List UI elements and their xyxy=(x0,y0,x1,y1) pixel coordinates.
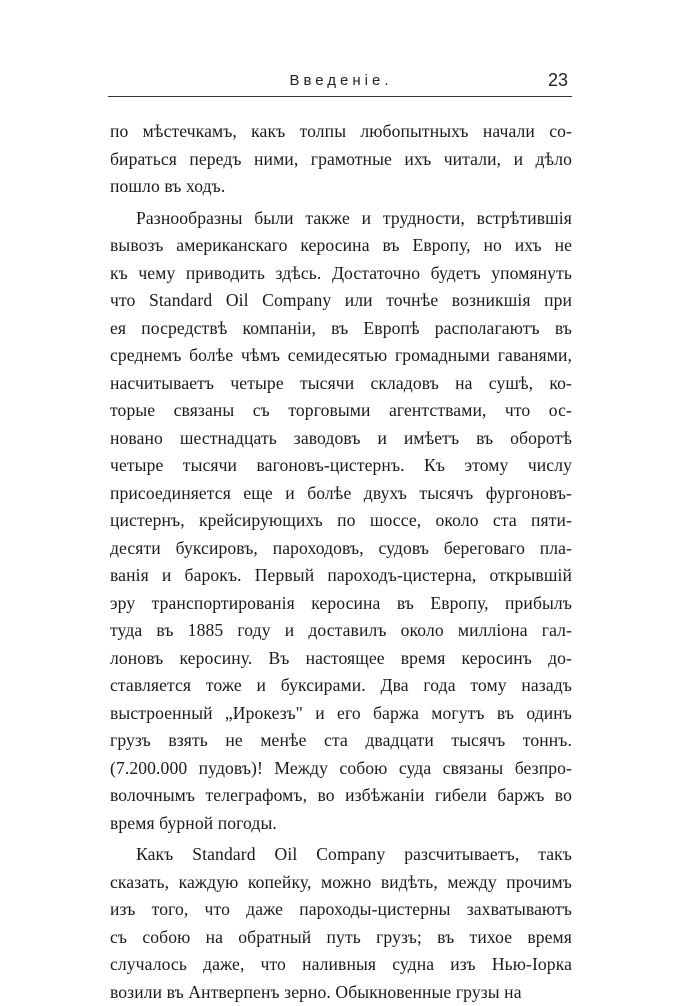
header-rule xyxy=(108,96,572,97)
body-text xyxy=(110,118,572,1006)
text-line: выстроенный „Ирокезъ" и его баржа могутъ въ одинъ xyxy=(110,700,572,728)
text-line: къ чему приводить здѣсь. Достаточно будетъ упомянуть xyxy=(110,260,572,288)
text-line: вывозъ американскаго керосина въ Европу, но ихъ не xyxy=(110,232,572,260)
text-line: возили въ Антверпенъ зерно. Обыкновенные грузы на xyxy=(110,979,572,1006)
text-line: присоединяется еще и болѣе двухъ тысячъ фургоновъ- xyxy=(110,480,572,508)
text-line: ставляется тоже и буксирами. Два года тому назадъ xyxy=(110,672,572,700)
text-line: грузъ взять не менѣе ста двадцати тысячъ тоннъ. xyxy=(110,727,572,755)
text-line: сказать, каждую копейку, можно видѣть, между прочимъ xyxy=(110,869,572,897)
text-line: десяти буксировъ, пароходовъ, судовъ береговаго пла- xyxy=(110,535,572,563)
text-line: среднемъ болѣе чѣмъ семидесятью громадными гаванями, xyxy=(110,342,572,370)
page-number: 23 xyxy=(548,70,568,91)
text-line: насчитываетъ четыре тысячи складовъ на сушѣ, ко- xyxy=(110,370,572,398)
text-line: случалось даже, что наливныя судна изъ Нью-Іорка xyxy=(110,951,572,979)
text-line: пошло въ ходъ. xyxy=(110,173,572,201)
text-line: цистернъ, крейсирующихъ по шоссе, около ста пяти- xyxy=(110,507,572,535)
text-line: Какъ Standard Oil Company разсчитываетъ, такъ xyxy=(110,841,572,869)
text-line: (7.200.000 пудовъ)! Между собою суда связаны безпро- xyxy=(110,755,572,783)
paragraph xyxy=(110,205,572,838)
text-line: новано шестнадцать заводовъ и имѣетъ въ оборотѣ xyxy=(110,425,572,453)
text-line: время бурной погоды. xyxy=(110,810,572,838)
text-line: ванія и барокъ. Первый пароходъ-цистерна, открывшій xyxy=(110,562,572,590)
text-line: что Standard Oil Company или точнѣе возникшія при xyxy=(110,287,572,315)
text-line: съ собою на обратный путь грузъ; въ тихое время xyxy=(110,924,572,952)
paragraph xyxy=(110,118,572,201)
running-title: Введеніе. xyxy=(112,72,570,89)
page-header xyxy=(112,72,570,94)
text-line: бираться передъ ними, грамотные ихъ читали, и дѣло xyxy=(110,146,572,174)
text-line: туда въ 1885 году и доставилъ около милліона гал- xyxy=(110,617,572,645)
text-line: торые связаны съ торговыми агентствами, что ос- xyxy=(110,397,572,425)
text-line: Разнообразны были также и трудности, встрѣтившія xyxy=(110,205,572,233)
text-line: изъ того, что даже пароходы-цистерны захватываютъ xyxy=(110,896,572,924)
text-line: лоновъ керосину. Въ настоящее время керосинъ до- xyxy=(110,645,572,673)
text-line: эру транспортированія керосина въ Европу, прибылъ xyxy=(110,590,572,618)
paragraph xyxy=(110,841,572,1006)
text-line: волочнымъ телеграфомъ, во избѣжаніи гибели баржъ во xyxy=(110,782,572,810)
text-line: четыре тысячи вагоновъ-цистернъ. Къ этому числу xyxy=(110,452,572,480)
text-line: по мѣстечкамъ, какъ толпы любопытныхъ начали со- xyxy=(110,118,572,146)
text-line: ея посредствѣ компаніи, въ Европѣ располагаютъ въ xyxy=(110,315,572,343)
